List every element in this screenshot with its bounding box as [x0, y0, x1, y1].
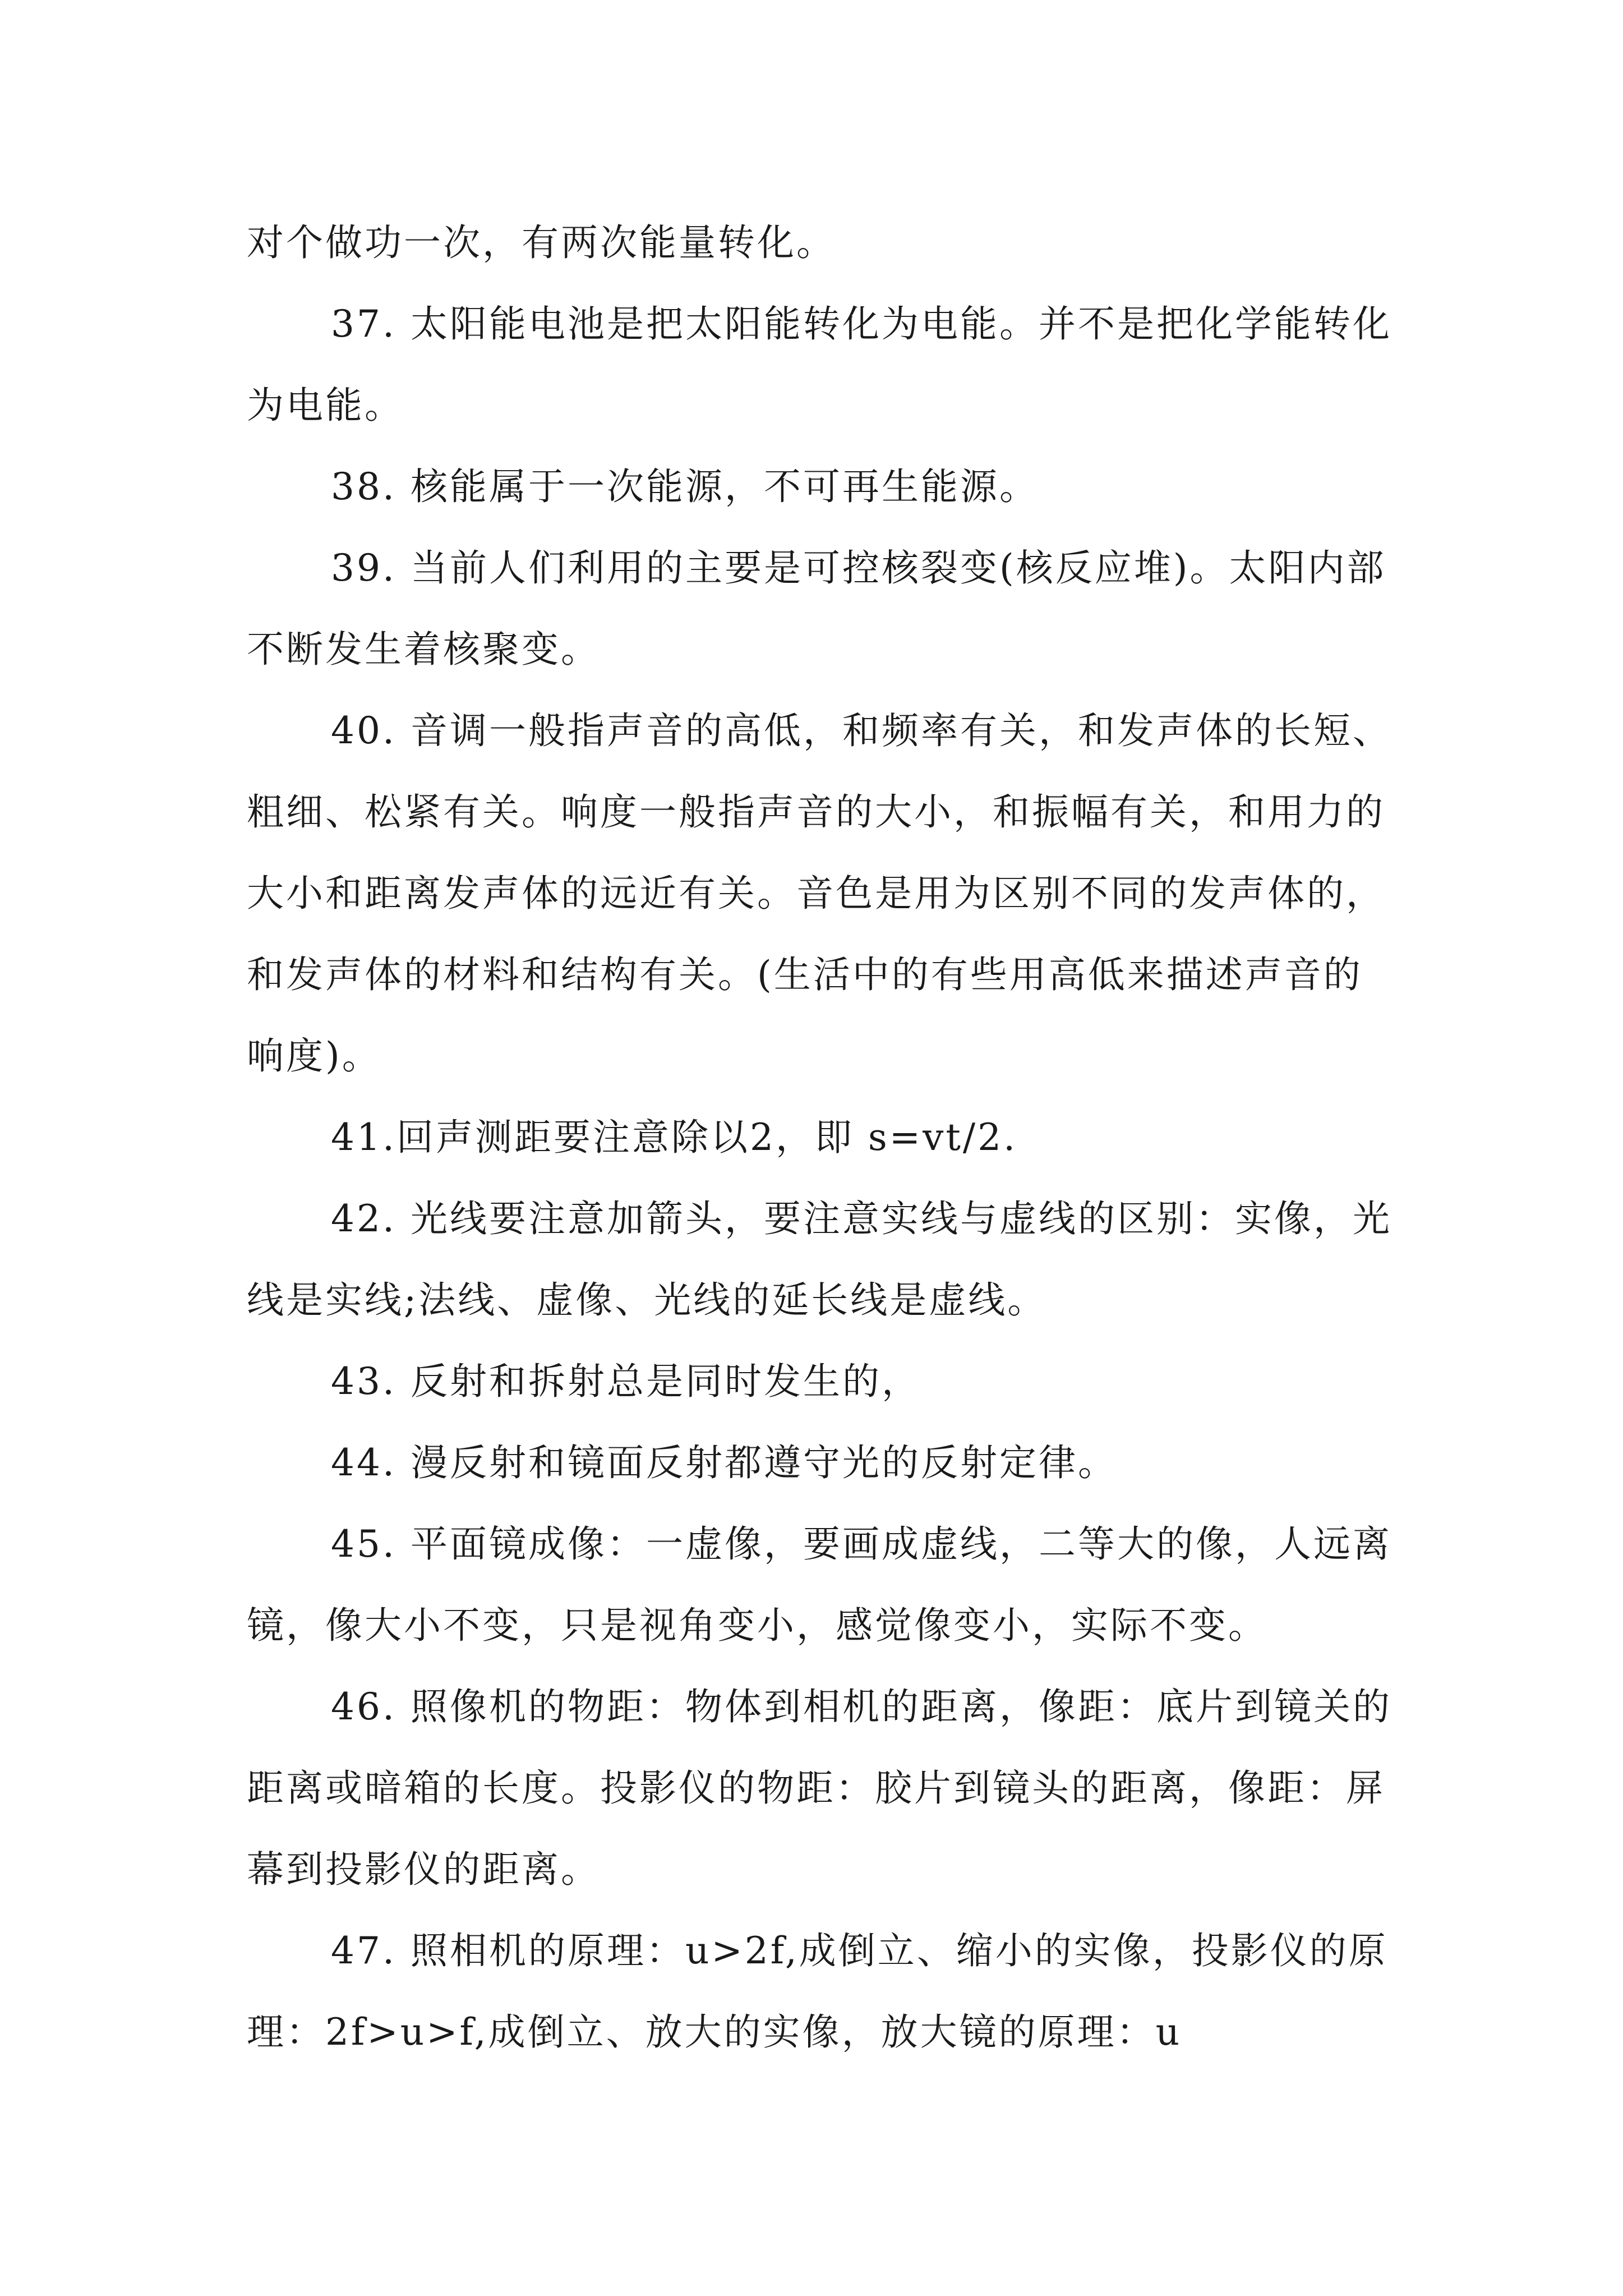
paragraph-44: 44. 漫反射和镜面反射都遵守光的反射定律。	[331, 1441, 1117, 1484]
paragraph-38: 38. 核能属于一次能源，不可再生能源。	[331, 465, 1039, 508]
paragraph-39: 39. 当前人们利用的主要是可控核裂变(核反应堆)。太阳内部不断发生着核聚变。	[247, 546, 1386, 671]
paragraph-40: 40. 音调一般指声音的高低，和频率有关，和发声体的长短、粗细、松紧有关。响度一般指声音的大小，和振幅有关，和用力的大小和距离发声体的远近有关。音色是用为区别不同的发声体的，和发声体的材料和结构有关。(生活中的有些用高低来描述声音的响度)。	[247, 709, 1392, 1078]
paragraph-45: 45. 平面镜成像：一虚像，要画成虚线，二等大的像，人远离镜，像大小不变，只是视角变小，感觉像变小，实际不变。	[247, 1522, 1392, 1647]
paragraph-41: 41.回声测距要注意除以2，即 s=vt/2.	[331, 1116, 1018, 1159]
document-body	[247, 202, 1396, 2073]
paragraph-continuation: 对个做功一次，有两次能量转化。	[247, 221, 836, 264]
paragraph-47: 47. 照相机的原理：u>2f,成倒立、缩小的实像，投影仪的原理：2f>u>f,成倒立、放大的实像，放大镜的原理：u	[247, 1929, 1388, 2054]
paragraph-42: 42. 光线要注意加箭头，要注意实线与虚线的区别：实像，光线是实线;法线、虚像、光线的延长线是虚线。	[247, 1197, 1392, 1322]
paragraph-46: 46. 照像机的物距：物体到相机的距离，像距：底片到镜关的距离或暗箱的长度。投影仪的物距：胶片到镜头的距离，像距：屏幕到投影仪的距离。	[247, 1685, 1392, 1891]
paragraph-37: 37. 太阳能电池是把太阳能转化为电能。并不是把化学能转化为电能。	[247, 302, 1392, 427]
paragraph-43: 43. 反射和拆射总是同时发生的，	[331, 1360, 921, 1403]
